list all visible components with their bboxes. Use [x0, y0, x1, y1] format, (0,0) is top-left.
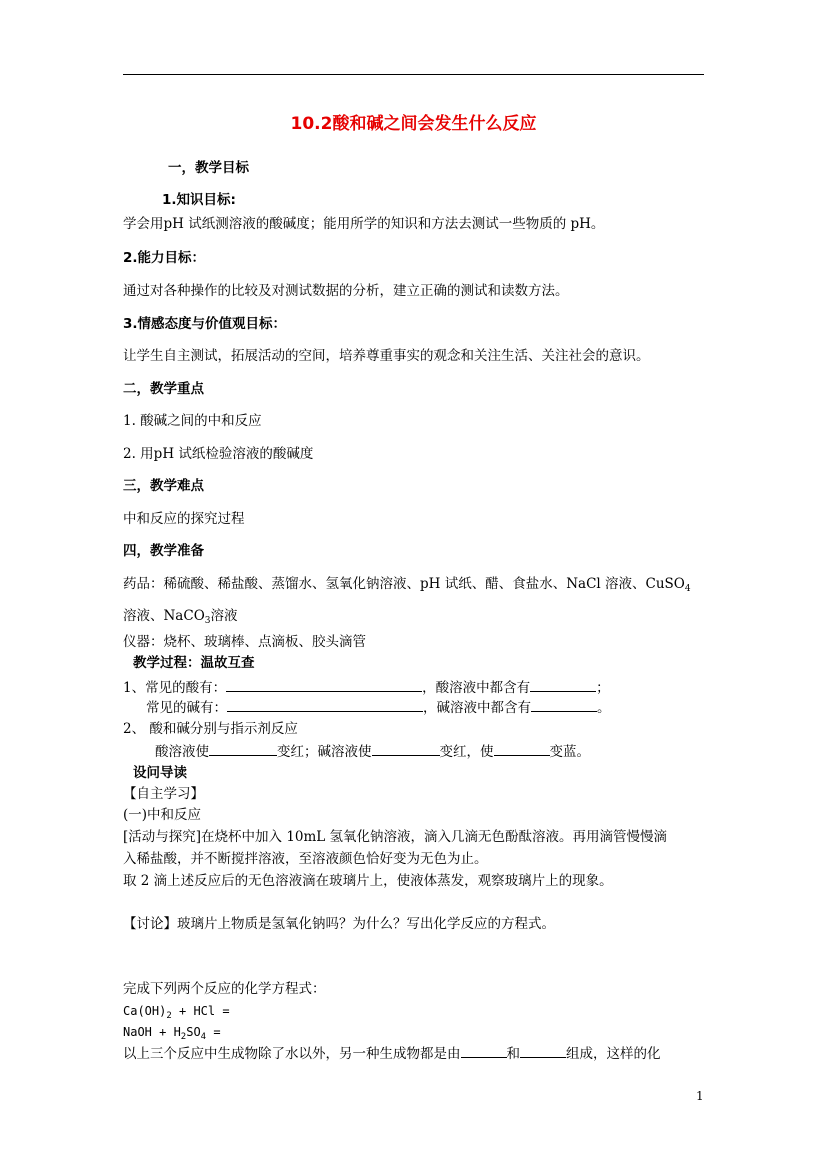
heading-knowledge-goal: 1.知识目标:: [162, 192, 236, 208]
blank-base-indicator-red[interactable]: [372, 742, 440, 756]
conclusion-line: 以上三个反应中生成物除了水以外，另一种生成物都是由 和 组成，这样的化: [123, 1046, 661, 1062]
heading-guided-questions: 设问导读: [133, 765, 187, 781]
question-indicators: 2、 酸和碱分别与指示剂反应: [123, 721, 298, 737]
heading-attitude-goal: 3.情感态度与价值观目标：: [123, 316, 287, 332]
equation-2: NaOH + $H_2SO_4$ =: [123, 1025, 221, 1042]
discussion-text: 【讨论】玻璃片上物质是氢氧化钠吗？为什么？写出化学反应的方程式。: [123, 916, 555, 932]
blank-component-1[interactable]: [461, 1044, 507, 1058]
reagents-line-2: 溶液、NaCO$_3$溶液: [123, 608, 238, 626]
attitude-goal-text: 让学生自主测试，拓展活动的空间，培养尊重事实的观念和关注生活、关注社会的意识。: [123, 348, 650, 364]
instruments-line: 仪器：烧杯、玻璃棒、点滴板、胶头滴管: [123, 634, 366, 650]
reagents-line-1: 药品：稀硫酸、稀盐酸、蒸馏水、氢氧化钠溶液、pH 试纸、醋、食盐水、NaCl 溶液、CuSO$_4$: [123, 576, 691, 594]
complete-equations-prompt: 完成下列两个反应的化学方程式：: [123, 981, 326, 997]
subheading-neutralization: (一)中和反应: [123, 807, 202, 823]
ability-goal-text: 通过对各种操作的比较及对测试数据的分析，建立正确的测试和读数方法。: [123, 283, 569, 299]
page-number: 1: [696, 1089, 704, 1103]
question-indicators-blanks: 酸溶液使 变红；碱溶液使 变红，使 变蓝。: [155, 744, 590, 760]
activity-text-2: 入稀盐酸，并不断搅拌溶液，至溶液颜色恰好变为无色为止。: [123, 851, 488, 867]
heading-key-points: 二，教学重点: [123, 381, 204, 397]
question-bases: 常见的碱有： ，碱溶液中都含有 。: [146, 700, 611, 716]
blank-acid-ion[interactable]: [530, 678, 596, 692]
blank-base-indicator-blue[interactable]: [494, 742, 550, 756]
knowledge-goal-text: 学会用pH 试纸测溶液的酸碱度；能用所学的知识和方法去测试一些物质的 pH。: [123, 216, 605, 232]
heading-teaching-goals: 一，教学目标: [168, 160, 249, 176]
key-point-2: 2. 用pH 试纸检验溶液的酸碱度: [123, 446, 314, 462]
key-point-1: 1. 酸碱之间的中和反应: [123, 413, 262, 429]
heading-ability-goal: 2.能力目标：: [123, 250, 206, 266]
blank-component-2[interactable]: [520, 1044, 566, 1058]
activity-text-3: 取 2 滴上述反应后的无色溶液滴在玻璃片上，使液体蒸发，观察玻璃片上的现象。: [123, 873, 613, 889]
heading-teaching-process: 教学过程：温故互查: [133, 655, 255, 671]
blank-bases[interactable]: [227, 698, 423, 712]
difficulty-text: 中和反应的探究过程: [123, 511, 245, 527]
equation-1: $Ca(OH)_2$ + HCl =: [123, 1004, 230, 1021]
blank-acids[interactable]: [226, 678, 422, 692]
blank-base-ion[interactable]: [531, 698, 597, 712]
heading-difficulties: 三，教学难点: [123, 478, 204, 494]
page-title: 10.2酸和碱之间会发生什么反应: [290, 114, 537, 134]
self-study-heading: 【自主学习】: [123, 786, 204, 802]
heading-preparation: 四，教学准备: [123, 543, 204, 559]
activity-text-1: [活动与探究]在烧杯中加入 10mL 氢氧化钠溶液，滴入几滴无色酚酞溶液。再用滴管慢慢滴: [123, 829, 668, 845]
question-acids: 1、常见的酸有： ，酸溶液中都含有 ；: [123, 680, 610, 696]
header-rule: [123, 74, 704, 75]
blank-acid-indicator[interactable]: [209, 742, 277, 756]
